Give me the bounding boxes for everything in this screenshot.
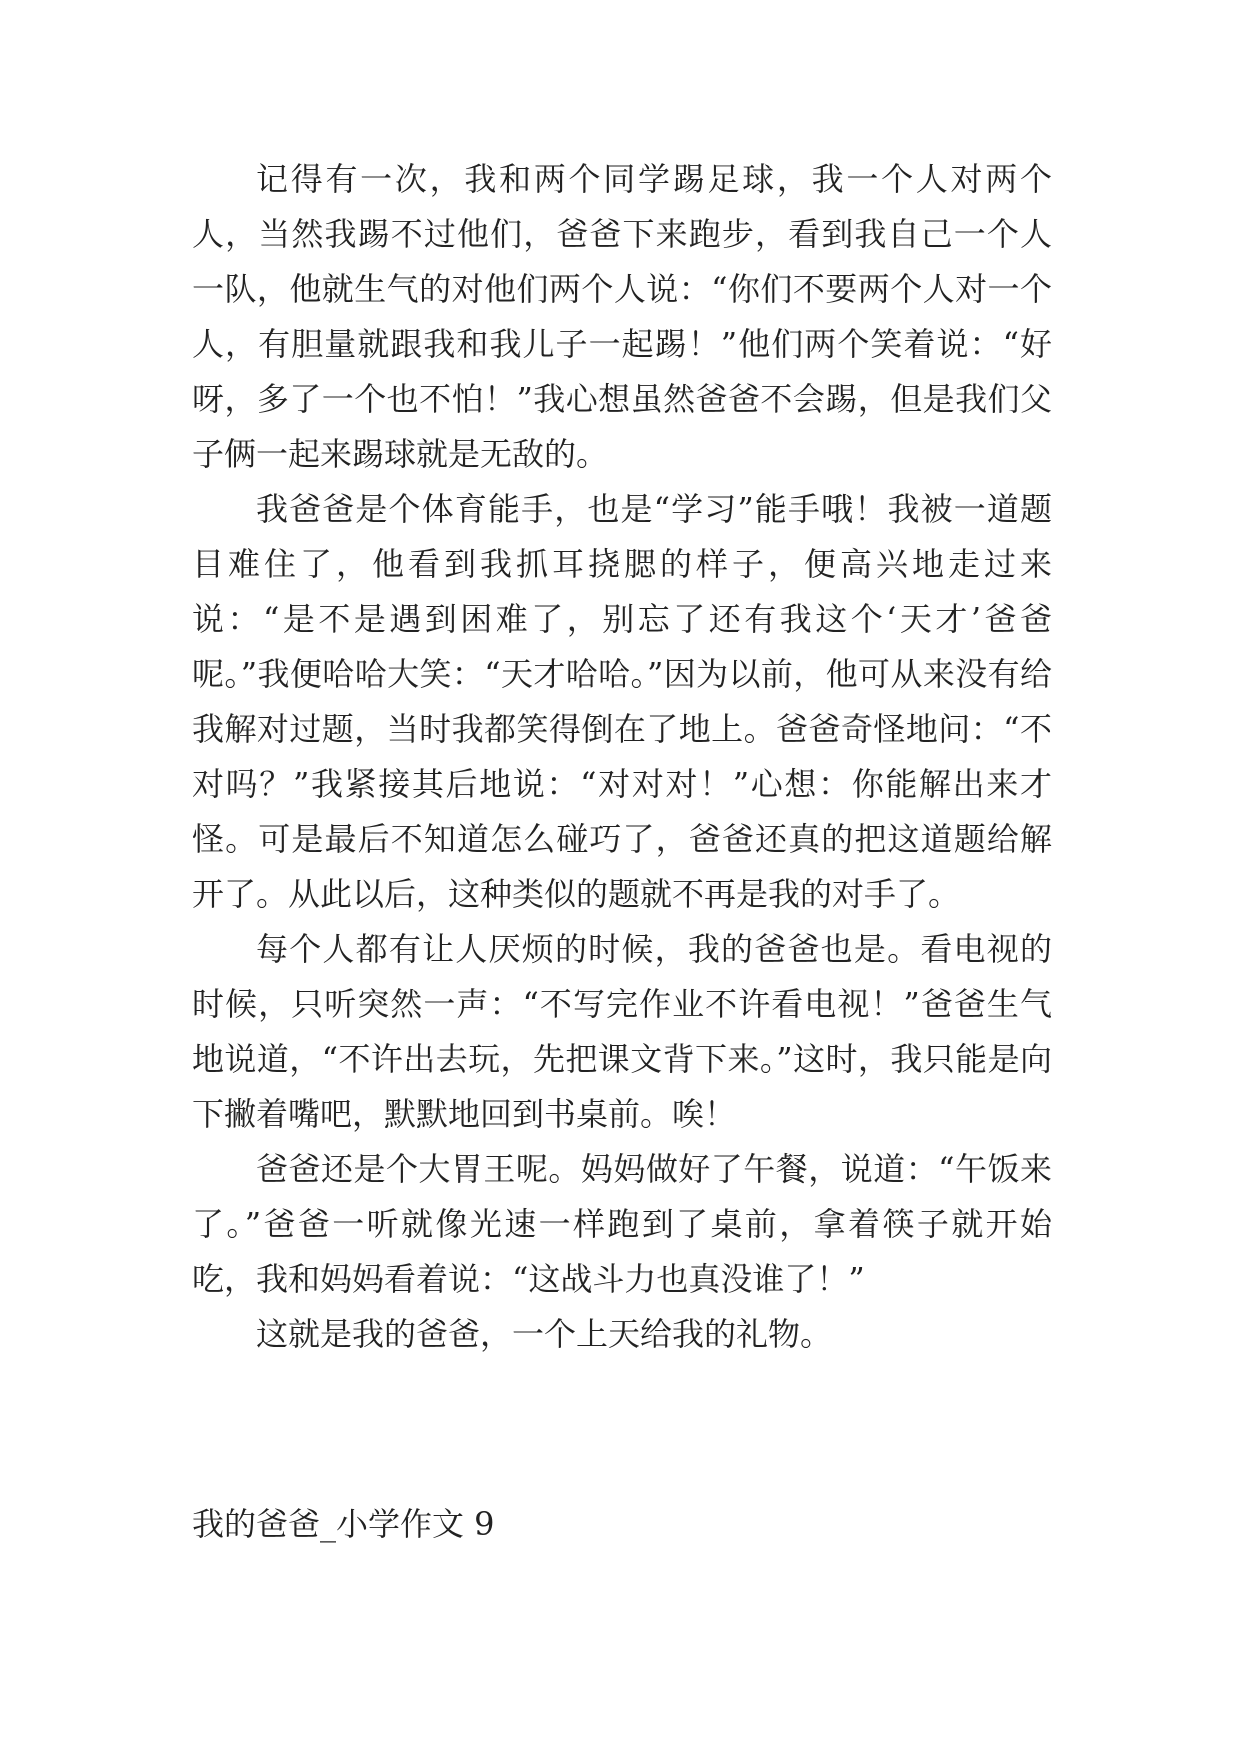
paragraph-homework: 每个人都有让人厌烦的时候，我的爸爸也是。看电视的时候，只听突然一声：“不写完作业不许看电视！”爸爸生气地说道，“不许出去玩，先把课文背下来。”这时，我只能是向下撇着嘴吧，默默地回到书桌前。唉！ — [192, 930, 1052, 1133]
paragraph-conclusion: 这就是我的爸爸，一个上天给我的礼物。 — [256, 1315, 833, 1353]
next-essay-title: 我的爸爸_小学作文 9 — [192, 1505, 495, 1543]
paragraph-football: 记得有一次，我和两个同学踢足球，我一个人对两个人，当然我踢不过他们，爸爸下来跑步，看到我自己一个人一队，他就生气的对他们两个人说：“你们不要两个人对一个人，有胆量就跟我和我儿子一起踢！”他们两个笑着说：“好呀，多了一个也不怕！”我心想虽然爸爸不会踢，但是我们父子俩一起来踢球就是无敌的。 — [192, 160, 1052, 473]
paragraph-study: 我爸爸是个体育能手，也是“学习”能手哦！我被一道题目难住了，他看到我抓耳挠腮的样子，便高兴地走过来说：“是不是遇到困难了，别忘了还有我这个‘天才’爸爸呢。”我便哈哈大笑：“天才哈哈。”因为以前，他可从来没有给我解对过题，当时我都笑得倒在了地上。爸爸奇怪地问：“不对吗？”我紧接其后地说：“对对对！”心想：你能解出来才怪。可是最后不知道怎么碰巧了，爸爸还真的把这道题给解开了。从此以后，这种类似的题就不再是我的对手了。 — [192, 490, 1052, 913]
article-body — [192, 152, 1052, 1362]
paragraph-lunch: 爸爸还是个大胃王呢。妈妈做好了午餐，说道：“午饭来了。”爸爸一听就像光速一样跑到了桌前，拿着筷子就开始吃，我和妈妈看着说：“这战斗力也真没谁了！” — [192, 1150, 1052, 1298]
